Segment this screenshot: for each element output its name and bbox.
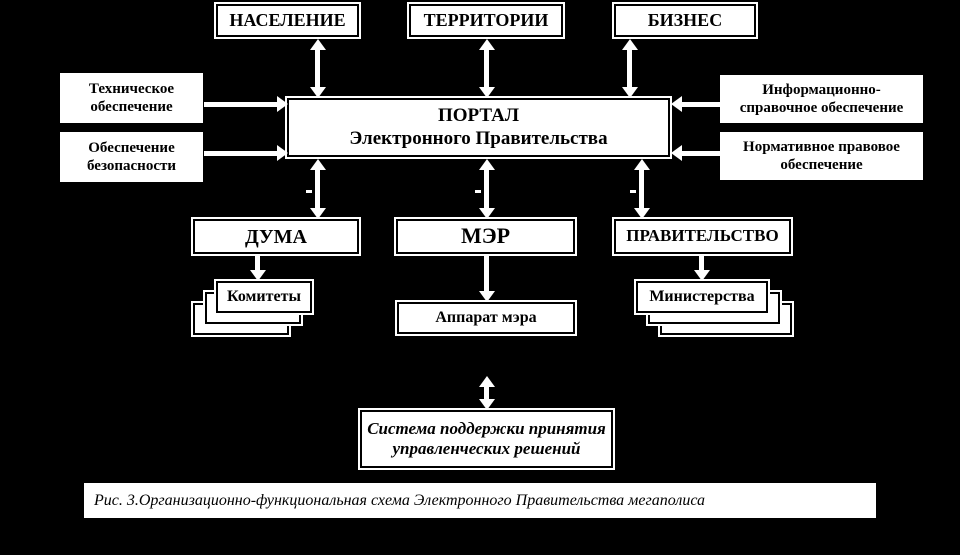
arrow-biznes-portal xyxy=(622,39,638,98)
arrow-mer-apparat xyxy=(479,254,495,302)
box-biznes xyxy=(614,4,756,37)
box-territorii xyxy=(409,4,563,37)
box-mer-label: МЭР xyxy=(460,223,511,249)
box-tech-line1: Техническое xyxy=(88,81,175,97)
box-territorii-label: ТЕРРИТОРИИ xyxy=(423,9,549,30)
arrow-security-portal xyxy=(204,145,288,161)
box-naselenie-label: НАСЕЛЕНИЕ xyxy=(229,9,346,30)
box-ministerstva-label: Министерства xyxy=(649,288,755,306)
connector-dash xyxy=(306,190,312,193)
box-normative-line1: Нормативное правовое xyxy=(743,139,900,155)
box-info-support xyxy=(720,75,923,123)
arrow-head-icon xyxy=(622,87,638,98)
arrow-head-icon xyxy=(310,208,326,219)
arrow-normative-portal xyxy=(671,145,720,161)
box-info-line2: справочное обеспечение xyxy=(739,100,904,116)
arrow-head-icon xyxy=(310,87,326,98)
box-naselenie xyxy=(216,4,359,37)
box-normative-line2: обеспечение xyxy=(780,157,863,173)
box-portal-line1: ПОРТАЛ xyxy=(437,104,519,126)
arrow-head-icon xyxy=(277,96,288,112)
arrow-info-portal xyxy=(671,96,720,112)
box-info-line1: Информационно- xyxy=(762,82,881,98)
arrow-head-icon xyxy=(479,291,495,302)
box-sistema xyxy=(360,410,613,468)
box-normative xyxy=(720,132,923,180)
box-komitety-label: Комитеты xyxy=(227,288,301,306)
arrow-territorii-portal xyxy=(479,39,495,98)
box-security-line1: Обеспечение xyxy=(88,140,175,156)
arrow-pravitelstvo-ministerstva xyxy=(694,255,710,281)
box-pravitelstvo-label: ПРАВИТЕЛЬСТВО xyxy=(626,226,779,246)
arrow-tech-portal xyxy=(204,96,288,112)
connector-dash xyxy=(475,190,481,193)
box-portal-line2: Электронного Правительства xyxy=(349,127,608,149)
arrow-portal-pravitelstvo xyxy=(634,159,650,219)
arrow-head-icon xyxy=(479,208,495,219)
box-biznes-label: БИЗНЕС xyxy=(647,9,723,30)
box-sistema-line1: Система поддержки принятия xyxy=(367,418,606,438)
figure-caption-text: Рис. 3.Организационно-функциональная схема Электронного Правительства мегаполиса xyxy=(94,491,705,509)
arrow-portal-mer xyxy=(479,159,495,219)
arrow-duma-komitety xyxy=(250,254,266,281)
box-komitety xyxy=(216,281,312,313)
box-security-line2: безопасности xyxy=(86,158,176,174)
box-portal xyxy=(287,98,670,157)
figure-caption xyxy=(84,483,876,518)
box-security xyxy=(60,132,203,182)
box-duma-label: ДУМА xyxy=(244,225,307,248)
box-tech-line2: обеспечение xyxy=(90,99,173,115)
box-pravitelstvo xyxy=(614,219,791,254)
arrow-apparat-sistema xyxy=(479,376,495,410)
box-apparat xyxy=(397,302,575,334)
arrow-head-icon xyxy=(479,87,495,98)
arrow-head-icon xyxy=(634,208,650,219)
arrow-head-icon xyxy=(479,399,495,410)
arrow-head-icon xyxy=(277,145,288,161)
box-tech-support xyxy=(60,73,203,123)
box-mer xyxy=(396,219,575,254)
arrow-head-icon xyxy=(250,270,266,281)
arrow-head-icon xyxy=(694,270,710,281)
connector-dash xyxy=(630,190,636,193)
arrow-naselenie-portal xyxy=(310,39,326,98)
box-sistema-line2: управленческих решений xyxy=(392,439,581,458)
box-duma xyxy=(193,219,359,254)
arrow-portal-duma xyxy=(310,159,326,219)
box-apparat-label: Аппарат мэра xyxy=(435,309,537,327)
box-ministerstva xyxy=(636,281,768,313)
